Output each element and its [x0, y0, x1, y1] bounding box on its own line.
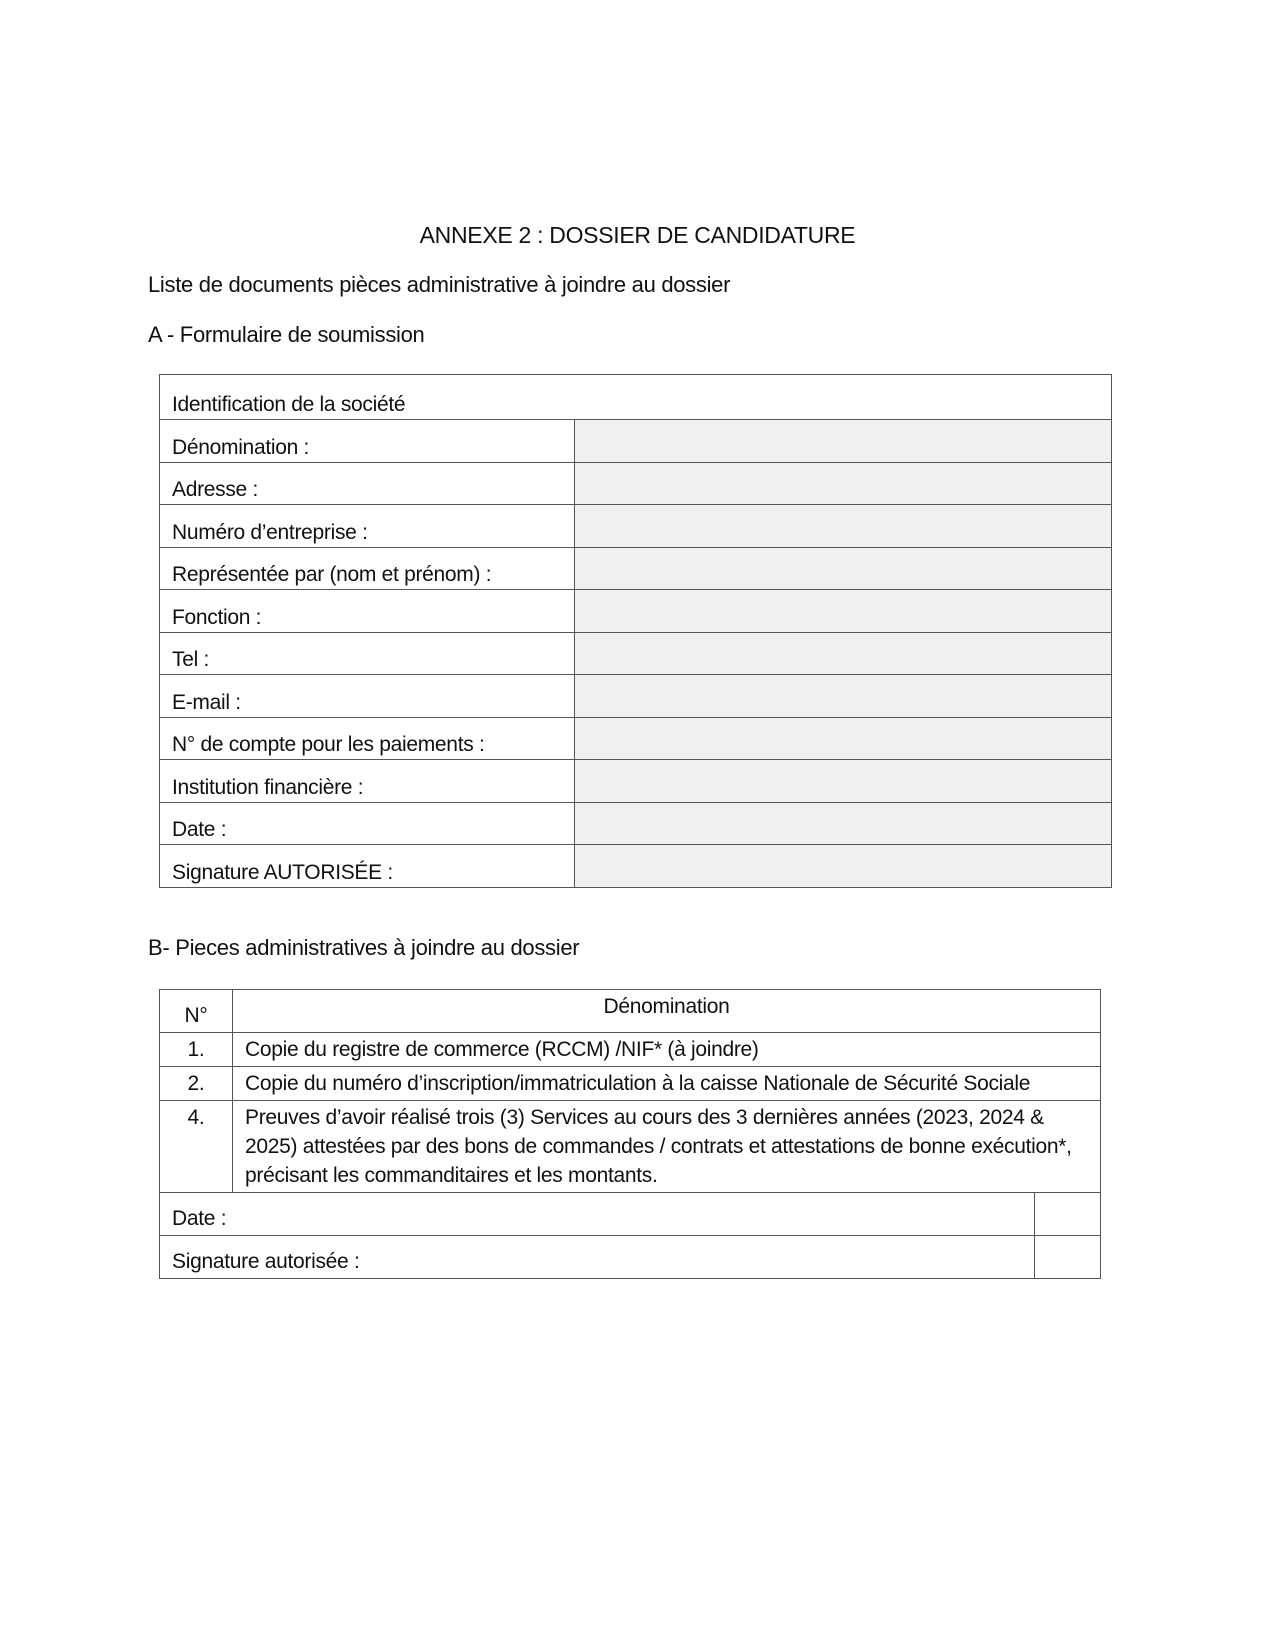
submission-form-table [159, 374, 1112, 888]
account-number-field[interactable] [575, 717, 1112, 760]
row-description: Copie du registre de commerce (RCCM) /NIF* (à joindre) [233, 1033, 1101, 1067]
denomination-field[interactable] [575, 420, 1112, 463]
form-row-compte [160, 717, 1112, 760]
form-row-email [160, 675, 1112, 718]
table-header-row [160, 990, 1101, 1033]
tel-field[interactable] [575, 632, 1112, 675]
form-row-representee-par [160, 547, 1112, 590]
section-a-heading: A - Formulaire de soumission [148, 322, 425, 347]
field-label: Tel : [160, 632, 575, 675]
documents-table [159, 989, 1101, 1279]
field-label: Représentée par (nom et prénom) : [160, 547, 575, 590]
form-row-date [160, 802, 1112, 845]
page-title: ANNEXE 2 : DOSSIER DE CANDIDATURE [419, 222, 856, 248]
field-label: Signature autorisée : [160, 1236, 1035, 1279]
representee-par-field[interactable] [575, 547, 1112, 590]
date-field[interactable] [575, 802, 1112, 845]
signature-row-signature [160, 1236, 1101, 1279]
field-label: Fonction : [160, 590, 575, 633]
field-label: N° de compte pour les paiements : [160, 717, 575, 760]
field-label: Signature AUTORISÉE : [160, 845, 575, 888]
numero-entreprise-field[interactable] [575, 505, 1112, 548]
field-label: E-mail : [160, 675, 575, 718]
field-label: Dénomination : [160, 420, 575, 463]
form-row-tel [160, 632, 1112, 675]
form-row-denomination [160, 420, 1112, 463]
row-number: 4. [160, 1101, 233, 1193]
institution-field[interactable] [575, 760, 1112, 803]
table-row [160, 1033, 1101, 1067]
form-row-numero-entreprise [160, 505, 1112, 548]
field-label: Date : [160, 1193, 1035, 1236]
field-label: Adresse : [160, 462, 575, 505]
intro-text: Liste de documents pièces administrative à joindre au dossier [148, 272, 731, 297]
column-header-denomination: Dénomination [233, 990, 1101, 1033]
adresse-field[interactable] [575, 462, 1112, 505]
signature-field[interactable] [1035, 1236, 1101, 1279]
row-number: 1. [160, 1033, 233, 1067]
form-row-adresse [160, 462, 1112, 505]
signature-field[interactable] [575, 845, 1112, 888]
table-header: Identification de la société [160, 375, 1112, 420]
field-label: Numéro d’entreprise : [160, 505, 575, 548]
section-b-heading: B- Pieces administratives à joindre au dossier [148, 935, 580, 960]
table-row [160, 1101, 1101, 1193]
email-field[interactable] [575, 675, 1112, 718]
row-description: Preuves d’avoir réalisé trois (3) Services au cours des 3 dernières années (2023, 2024 & 2025) attestées par des bons de commandes / contrats et attestations de bonne exécution*, précisant les commanditaires et les montants. [233, 1101, 1101, 1193]
column-header-number: N° [160, 990, 233, 1033]
row-description: Copie du numéro d’inscription/immatriculation à la caisse Nationale de Sécurité Sociale [233, 1067, 1101, 1101]
row-number: 2. [160, 1067, 233, 1101]
fonction-field[interactable] [575, 590, 1112, 633]
form-row-institution [160, 760, 1112, 803]
form-row-fonction [160, 590, 1112, 633]
table-row [160, 1067, 1101, 1101]
field-label: Institution financière : [160, 760, 575, 803]
date-field[interactable] [1035, 1193, 1101, 1236]
field-label: Date : [160, 802, 575, 845]
signature-row-date [160, 1193, 1101, 1236]
form-row-signature [160, 845, 1112, 888]
